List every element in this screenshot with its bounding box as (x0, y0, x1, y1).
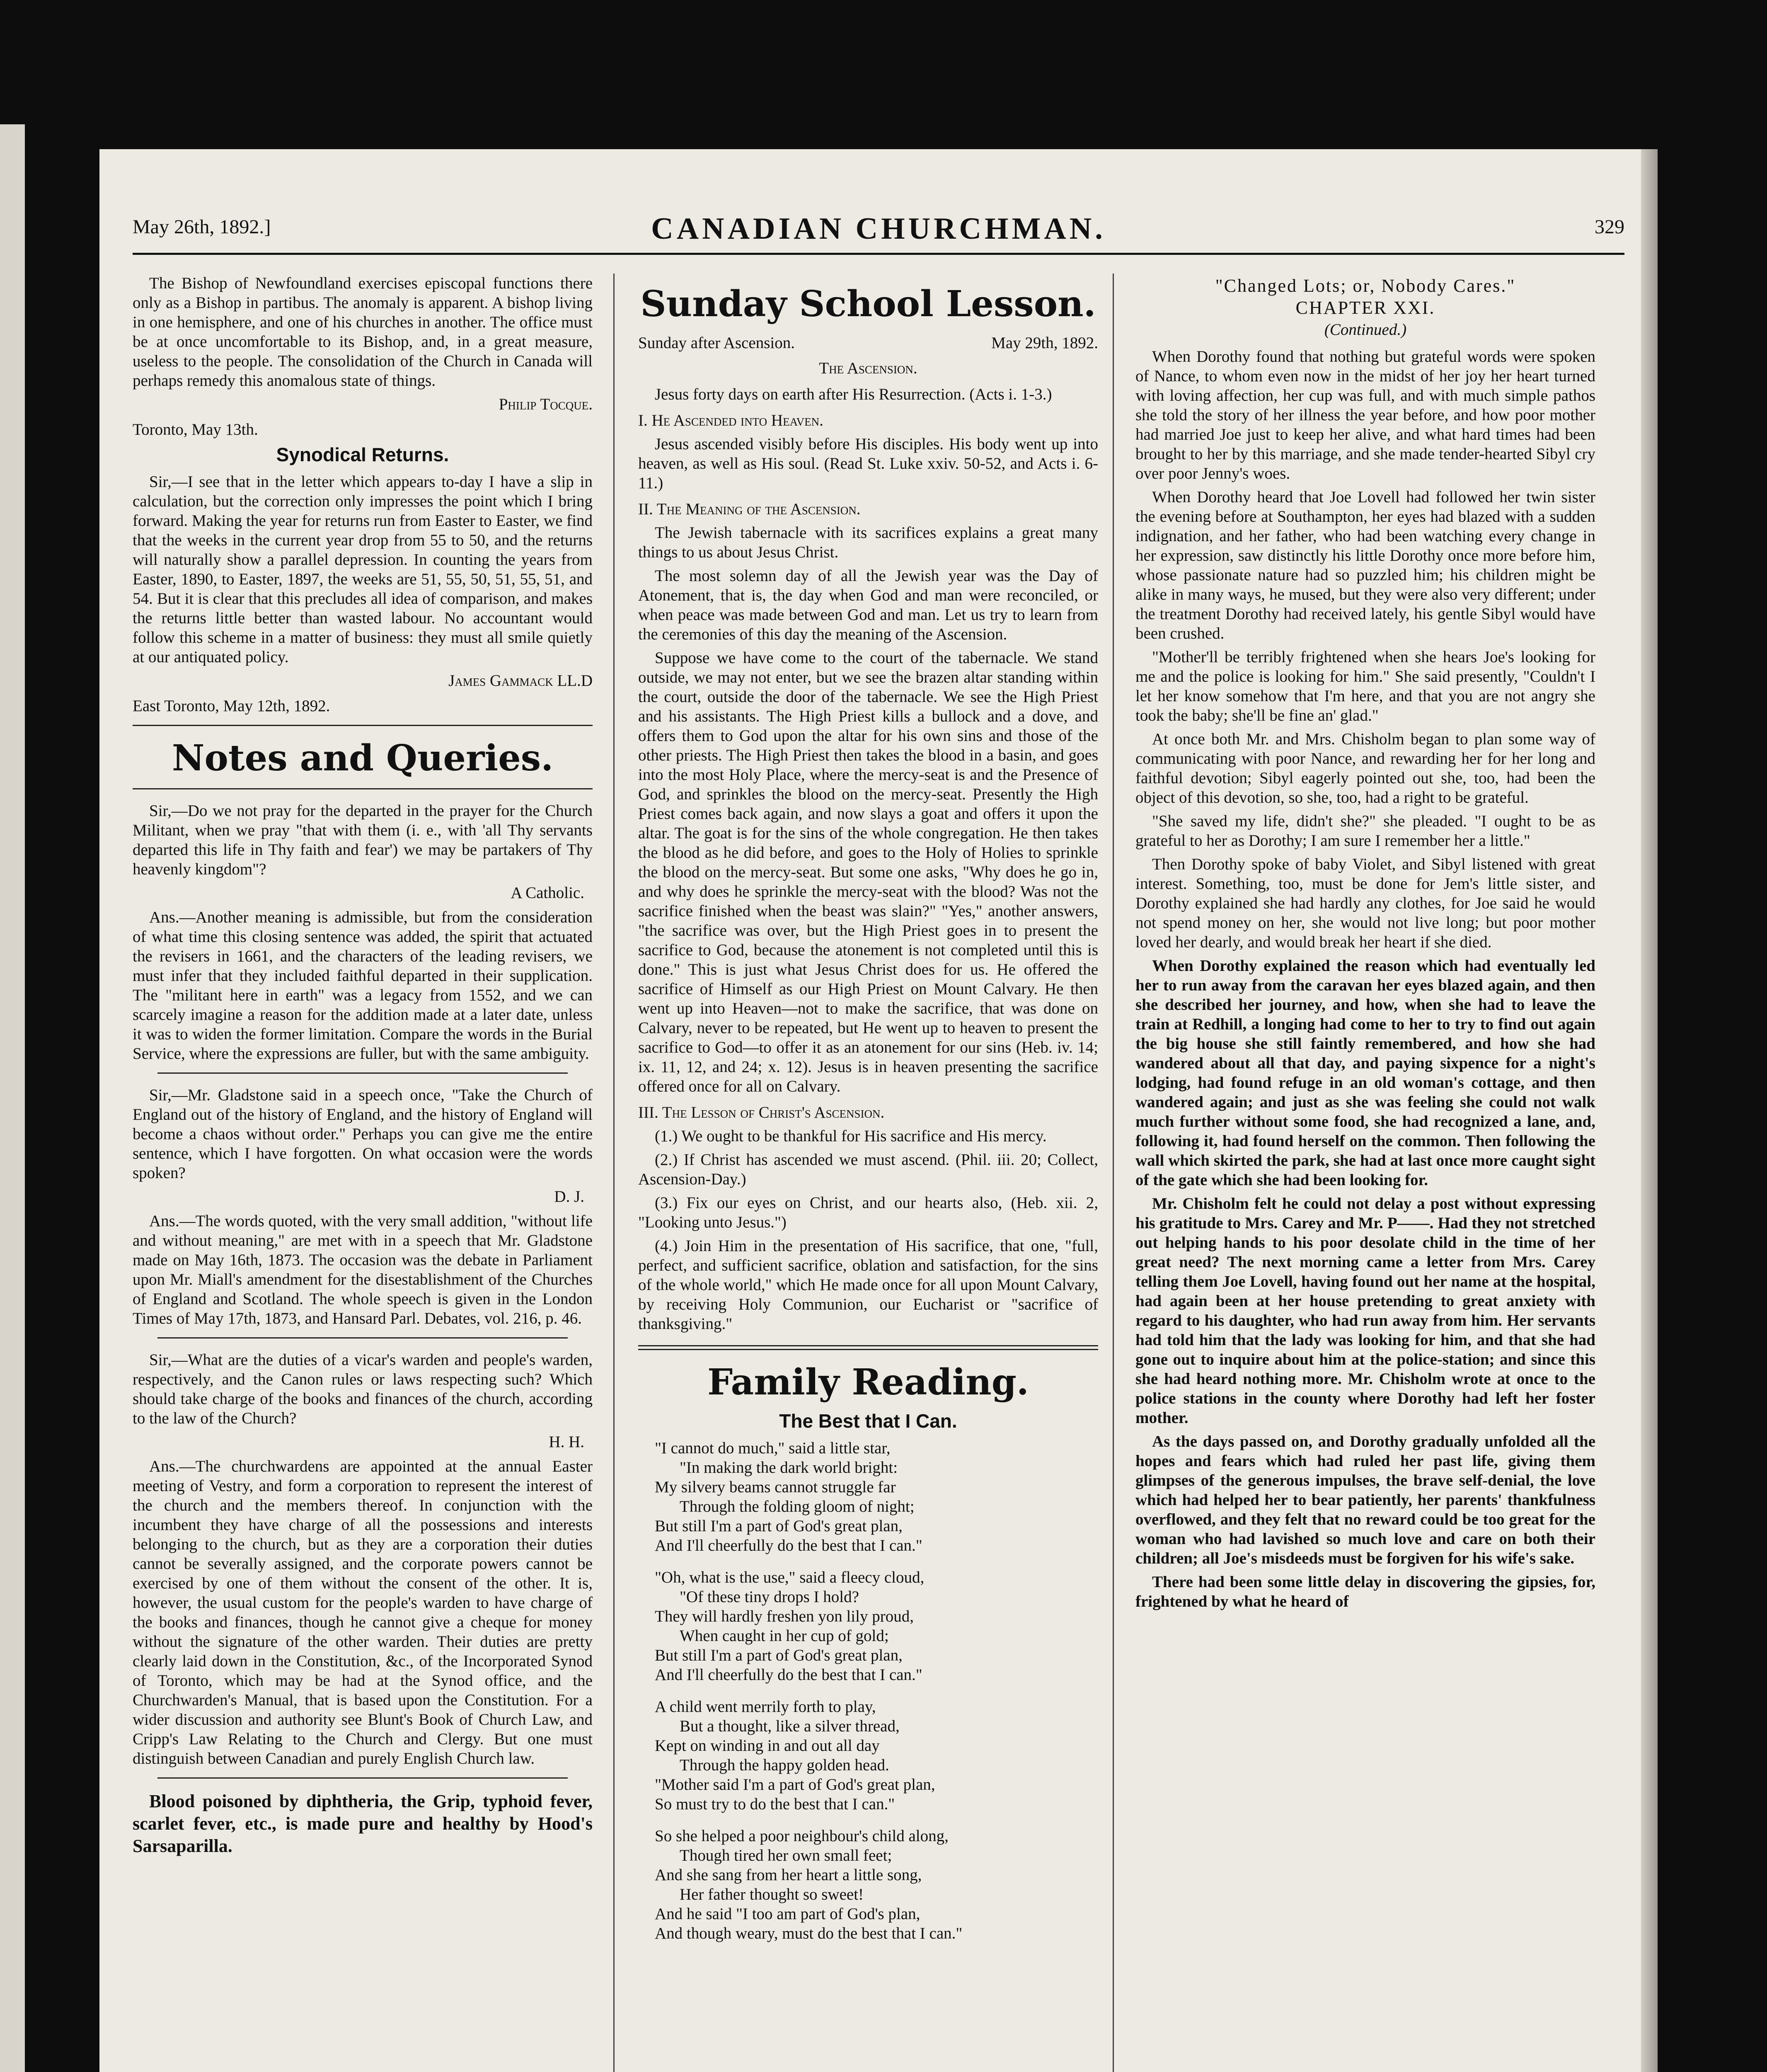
story-paragraph: When Dorothy heard that Joe Lovell had followed her twin sister the evening before at Southampton, her eyes had blazed with a sudden indignation, and her father, who had been watching every change in her expression, saw distinctly his little Dorothy once more before him, whose passionate nature had so puzzled him; his children might be alike in many ways, he mused, but they were also very different; under the treatment Dorothy had received lately, his gentle Sibyl would have been crushed. (1135, 488, 1595, 642)
poem-line: "Of these tiny drops I hold? (680, 1588, 859, 1606)
lesson-heading: II. The Meaning of the Ascension. (638, 500, 861, 518)
poem-line: "Oh, what is the use," said a fleecy cloud, (655, 1569, 925, 1586)
poem-line: Through the happy golden head. (680, 1756, 889, 1774)
lesson-heading: III. The Lesson of Christ's Ascension. (638, 1104, 885, 1121)
poem-stanza (655, 1568, 1098, 1685)
bishop-letter: The Bishop of Newfoundland exercises episcopal functions there only as a Bishop in partibus. The anomaly is apparent. A bishop living in one hemisphere, and one of his churches in another. The office must be at once uncomfortable to its Bishop, and, in a great measure, useless to the people. The consolidation of the Church in Canada will perhaps remedy this anomalous state of things. (133, 274, 593, 390)
family-reading-title: Family Reading. (707, 1361, 1029, 1403)
page-binding-shadow (1641, 149, 1658, 2072)
poem-line: But a thought, like a silver thread, (680, 1717, 900, 1735)
story-paragraph: "She saved my life, didn't she?" she pleaded. "I ought to be as grateful to her as Dorothy; I am sure I remember her a little." (1135, 812, 1595, 850)
poem-line: And she sang from her heart a little song, (655, 1866, 922, 1884)
poem-line: A child went merrily forth to play, (655, 1698, 876, 1716)
lesson-subject: The Ascension. (819, 359, 917, 377)
poem-line: Though tired her own small feet; (680, 1847, 892, 1864)
answer: Ans.—Another meaning is admissible, but from the consideration of what time this closing sentence was added, the spirit that actuated the revisers in 1661, and the characters of the leading revisers, we must infer that they included faithful departed in their supplication. The "militant here in earth" was a legacy from 1552, and we can scarcely imagine a reason for the addition made at a later date, unless it was to widen the former limitation. Compare the words in the Burial Service, where the expressions are fuller, but with the same ambiguity. (133, 908, 593, 1063)
section-rule (133, 788, 593, 789)
signature: Philip Tocque. (499, 395, 593, 413)
signature: James Gammack LL.D (448, 672, 593, 690)
poem-title: The Best that I Can. (779, 1410, 957, 1432)
query-separator (157, 1337, 568, 1339)
poem-line: And I'll cheerfully do the best that I can." (655, 1537, 922, 1554)
answer: Ans.—The words quoted, with the very small addition, "without life and without meaning," are met with in a speech that Mr. Gladstone made on May 16th, 1873. The occasion was the debate in Parliament upon Mr. Miall's amendment for the disestablishment of the Churches of England and Scotland. The whole speech is given in the London Times of May 17th, 1873, and Hansard Parl. Debates, vol. 216, p. 46. (133, 1212, 593, 1327)
story-paragraph: As the days passed on, and Dorothy gradually unfolded all the hopes and fears which had ruled her past life, giving them glimpses of the generous impulses, the brave self-denial, the love which had helped her to bear patiently, her parents' thankfulness overflowed, and they felt that no reward could be too great for the woman who had lavished so much love and care on both their children; all Joe's misdeeds must be forgiven for his wife's sake. (1135, 1433, 1595, 1567)
sunday-school-lesson-title: Sunday School Lesson. (640, 283, 1096, 325)
section-rule (638, 1345, 1098, 1350)
lesson-point: (1.) We ought to be thankful for His sacrifice and His mercy. (655, 1127, 1047, 1145)
lesson-point: (4.) Join Him in the presentation of His sacrifice, that one, "full, perfect, and sufficient sacrifice, oblation and satisfaction, for the sins of the whole world," which He made once for all upon Mount Calvary, by receiving Holy Communion, our Eucharist or "sacrifice of thanksgiving." (638, 1237, 1098, 1333)
lesson-date: May 29th, 1892. (991, 334, 1098, 352)
lesson-meta (638, 333, 1098, 353)
masthead-title: CANADIAN CHURCHMAN. (651, 212, 1106, 246)
chapter-heading: CHAPTER XXI. (1295, 298, 1435, 318)
newspaper-page (99, 149, 1658, 2072)
page-header (133, 211, 1624, 249)
story-paragraph: When Dorothy explained the reason which had eventually led her to run away from the caravan her eyes blazed again, and then she described her journey, and how, when she had to leave the train at Redhill, a longing had come to her to try to find out again the big house she still faintly remembered, and how she had wandered about all that day, and paying sixpence for a night's lodging, had found refuge in an old woman's cottage, and then wandered again; and just as she was feeling she could not walk much further without some food, she had recognized a lane, and, following it, had found herself on the common. Then following the wall which skirted the park, she had at last once more caught sight of the gate which she had been looking for. (1135, 957, 1595, 1189)
lesson-paragraph: Suppose we have come to the court of the tabernacle. We stand outside, we may not enter, but we see the brazen altar standing within the court, outside the door of the tabernacle. We see the High Priest and his assistants. The High Priest kills a bullock and a dove, and offers them to God upon the altar for his own sins and those of the other priests. The High Priest then takes the blood in a basin, and goes into the most Holy Place, where the mercy-seat is and the Presence of God, and sprinkles the blood on the mercy-seat. Presently the High Priest comes back again, and now slays a goat and offers it upon the altar. The goat is for the sins of the whole congregation. He then takes the blood as he did before, and goes to the Holy of Holies to sprinkle the blood on the mercy-seat. But some one asks, "Why does he go in, and why does he sprinkle the mercy-seat with the blood? Was not the sacrifice finished when the beast was slain?" "Yes," another answers, "the sacrifice was over, but the High Priest goes in to present the sacrifice to God, because the atonement is not completed until this is done." This is just what Jesus Christ does for us. He offered the sacrifice of Himself as our High Priest on Mount Calvary. He then went up into Heaven—not to make the sacrifice, that was done on Calvary, never to be repeated, but He went up to heaven to present the sacrifice to God—to offer it as an atonement for our sins (Heb. iv. 14; ix. 11, 12, and 24; x. 12). Jesus is in heaven presenting the sacrifice offered once for all on Calvary. (638, 649, 1098, 1095)
page-number: 329 (1595, 216, 1624, 238)
poem-line: But still I'm a part of God's great plan, (655, 1646, 903, 1664)
poem-line: When caught in her cup of gold; (680, 1627, 889, 1645)
story-paragraph: Mr. Chisholm felt he could not delay a post without expressing his gratitude to Mrs. Carey and Mr. P——. Had they not stretched out helping hands to his poor desolate child in the time of her great need? The next morning came a letter from Mrs. Carey telling them Joe Lovell, having found out her name at the hospital, had again been at her house pretending to great anxiety with regard to his daughter, who had run away from him. Her servants had told him that the lady was looking for him, and that she had gone out to inquire about him at the police-station; and since this she had heard nothing more. Mr. Chisholm wrote at once to the police stations in the county where Dorothy had left her foster mother. (1135, 1195, 1595, 1427)
poem-line: They will hardly freshen yon lily proud, (655, 1607, 914, 1625)
column-left (133, 274, 593, 2072)
synodical-returns-title: Synodical Returns. (276, 444, 449, 465)
query-separator (157, 1072, 568, 1074)
poem-line: And though weary, must do the best that I can." (655, 1924, 963, 1942)
column-middle (638, 274, 1098, 2072)
poem-stanza (655, 1438, 1098, 1555)
page-edge-left (0, 124, 25, 2072)
poem-line: So must try to do the best that I can." (655, 1795, 895, 1813)
poem-line: "Mother said I'm a part of God's great plan, (655, 1776, 935, 1794)
column-divider (613, 274, 615, 2072)
query-signature: A Catholic. (511, 884, 584, 902)
story-paragraph: When Dorothy found that nothing but grateful words were spoken of Nance, to whom even now in the midst of her joy her heart turned with loving affection, her cup was full, and with much simple pathos she told the story of her illness the year before, and how poor mother had married Joe just to keep her alive, and what hard times had been brought to her by this marriage, and she made tender-hearted Sibyl cry over poor Jenny's woes. (1135, 348, 1595, 482)
synodical-letter: Sir,—I see that in the letter which appears to-day I have a slip in calculation, but the correction only impresses the point which I bring forward. Making the year for returns run from Easter to Easter, we find that the weeks in the current year drop from 55 to 50, and the returns will naturally show a parallel depression. In counting the years from Easter, 1890, to Easter, 1897, the weeks are 51, 55, 50, 51, 55, 51, and 54. But it is clear that this precludes all idea of comparison, and makes the returns little better than wasted labour. No accountant would follow this scheme in a matter of business: they must all smile quietly at our antiquated policy. (133, 473, 593, 666)
poem-stanza (655, 1697, 1098, 1814)
query-separator (157, 1777, 568, 1779)
story-paragraph: At once both Mr. and Mrs. Chisholm began to plan some way of communicating with poor Nance, and rewarding her for her long and faithful devotion; Sibyl eagerly pointed out she, too, had been the object of this devotion, so she, too, had a right to be grateful. (1135, 730, 1595, 806)
lesson-point: (3.) Fix our eyes on Christ, and our hearts also, (Heb. xii. 2, "Looking unto Jesus.") (638, 1194, 1098, 1231)
column-divider (1113, 274, 1114, 2072)
poem-line: Kept on winding in and out all day (655, 1737, 880, 1755)
story-paragraph: There had been some little delay in discovering the gipsies, for, frightened by what he heard of (1135, 1573, 1595, 1610)
lesson-day: Sunday after Ascension. (638, 334, 795, 352)
query: Sir,—Mr. Gladstone said in a speech once, "Take the Church of England out of the history of England, and the history of England will become a chaos without order." Perhaps you can give me the entire sentence, which I have forgotten. On what occasion were the words spoken? (133, 1086, 593, 1182)
poem-line: But still I'm a part of God's great plan, (655, 1517, 903, 1535)
issue-date: May 26th, 1892.] (133, 216, 271, 238)
poem-line: And I'll cheerfully do the best that I can." (655, 1666, 922, 1684)
dateline: Toronto, May 13th. (133, 421, 258, 438)
query-signature: H. H. (549, 1433, 584, 1451)
poem-line: Through the folding gloom of night; (680, 1498, 915, 1515)
query: Sir,—Do we not pray for the departed in the prayer for the Church Militant, when we pray "that with them (i. e., with 'all Thy servants departed this life in Thy faith and fear') we may be partakers of Thy heavenly kingdom"? (133, 802, 593, 878)
lesson-heading: I. He Ascended into Heaven. (638, 411, 823, 429)
poem-line: "In making the dark world bright: (680, 1459, 898, 1477)
poem-line: And he said "I too am part of God's plan, (655, 1905, 920, 1923)
poem-stanza (655, 1826, 1098, 1943)
query-signature: D. J. (554, 1188, 584, 1205)
poem-line: Her father thought so sweet! (680, 1886, 864, 1903)
lesson-point: (2.) If Christ has ascended we must ascend. (Phil. iii. 20; Collect, Ascension-Day.) (638, 1151, 1098, 1188)
poem-line: My silvery beams cannot struggle far (655, 1478, 896, 1496)
answer: Ans.—The churchwardens are appointed at the annual Easter meeting of Vestry, and form a corporation to represent the interest of the church and the members thereof. In conjunction with the incumbent they have charge of all the possessions and interests belonging to the church, but as they are a corporation their duties cannot be severally assigned, and the corporate powers cannot be exercised by one of them without the consent of the other. It is, however, the usual custom for the people's warden to have charge of the books and finances, though he cannot give a cheque for money without the signature of the other warden. Their duties are pretty clearly laid down in the Constitution, &c., of the Incorporated Synod of Toronto, which may be had at the Synod office, and the Churchwarden's Manual, that is based upon the Constitution. For a wider discussion and authority see Blunt's Book of Church Law, and Cripp's Law Relating to the Church and Clergy. But one must distinguish between Canadian and purely English Church law. (133, 1457, 593, 1767)
continued-note: (Continued.) (1324, 321, 1407, 339)
header-rule (133, 253, 1624, 255)
story-title: "Changed Lots; or, Nobody Cares." (1215, 276, 1516, 296)
query: Sir,—What are the duties of a vicar's warden and people's warden, respectively, and the Canon rules or laws respecting such? Which should take charge of the books and finances of the church, according to the law of the Church? (133, 1351, 593, 1427)
advertisement: Blood poisoned by diphtheria, the Grip, typhoid fever, scarlet fever, etc., is made pure and healthy by Hood's Sarsaparilla. (133, 1791, 593, 1856)
story-paragraph: Then Dorothy spoke of baby Violet, and Sibyl listened with great interest. Something, too, must be done for Jem's little sister, and Dorothy explained she had hardly any clothes, for Joe said he would not spend money on her, she would not live long; but poor mother loved her dearly, and would break her heart if she died. (1135, 855, 1595, 951)
lesson-paragraph: The most solemn day of all the Jewish year was the Day of Atonement, that is, the day when God and man were reconciled, or when peace was made between God and man. Let us try to learn from the ceremonies of this day the meaning of the Ascension. (638, 567, 1098, 643)
poem (638, 1438, 1098, 1943)
notes-and-queries-title: Notes and Queries. (172, 737, 554, 779)
section-rule (133, 725, 593, 726)
lesson-intro: Jesus forty days on earth after His Resurrection. (Acts i. 1-3.) (655, 385, 1052, 403)
story-paragraph: "Mother'll be terribly frightened when she hears Joe's looking for me and the police is looking for him." She said presently, "Couldn't I let her know somehow that I'm here, and that you are not angry she took the baby; she'll be fine an' glad." (1135, 648, 1595, 724)
lesson-paragraph: The Jewish tabernacle with its sacrifices explains a great many things to us about Jesus Christ. (638, 524, 1098, 561)
poem-line: "I cannot do much," said a little star, (655, 1439, 891, 1457)
dateline: East Toronto, May 12th, 1892. (133, 697, 330, 715)
poem-line: So she helped a poor neighbour's child along, (655, 1827, 949, 1845)
column-right (1135, 274, 1595, 2072)
lesson-paragraph: Jesus ascended visibly before His disciples. His body went up into heaven, as well as His soul. (Read St. Luke xxiv. 50-52, and Acts i. 6-11.) (638, 435, 1098, 492)
